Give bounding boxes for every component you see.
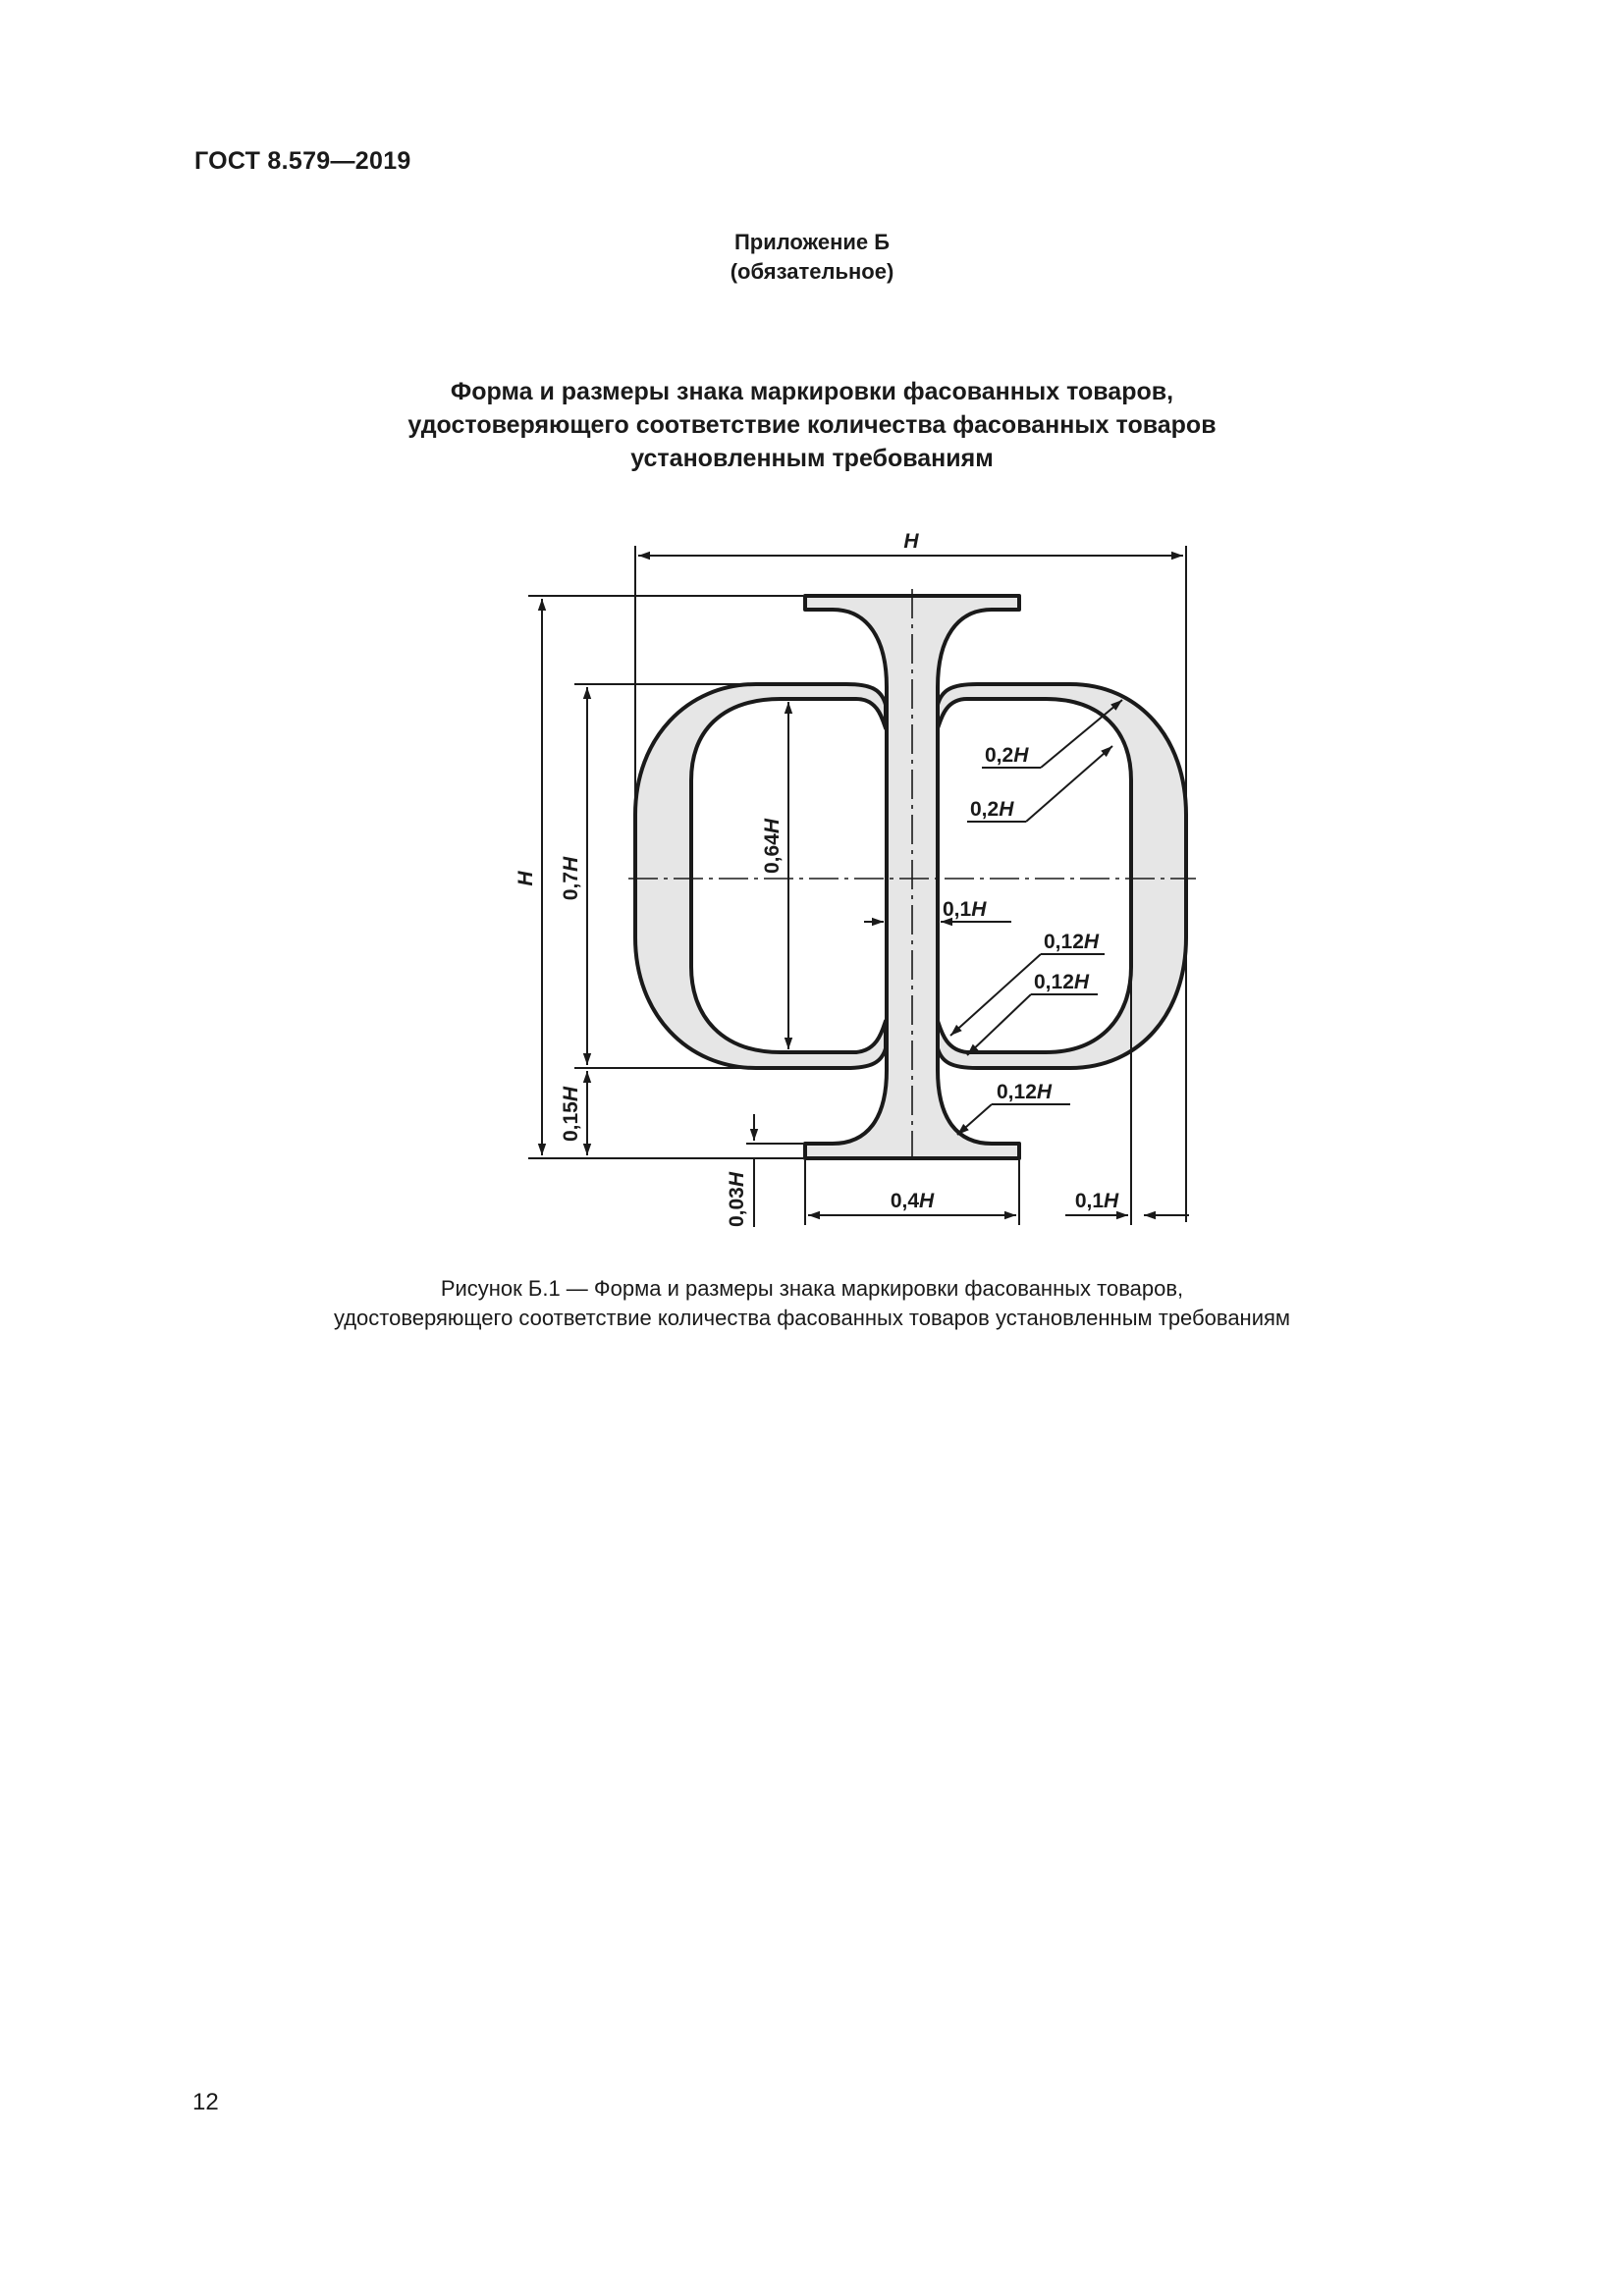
figure-caption: [0, 1274, 1624, 1333]
annex-status: (обязательное): [730, 259, 894, 284]
dim-ring-width-1: 0,2H: [985, 744, 1029, 767]
section-title-line-2: удостоверяющего соответствие количества фасованных товаров: [407, 411, 1217, 439]
dim-height-inner: 0,64H: [761, 818, 784, 875]
dim-side-gap: 0,1H: [1074, 1190, 1119, 1212]
dim-radius-c: 0,12H: [997, 1081, 1053, 1103]
caption-line-1: Рисунок Б.1 — Форма и размеры знака маркировки фасованных товаров,: [440, 1276, 1184, 1301]
caption-line-2: удостоверяющего соответствие количества фасованных товаров установленным требованиям: [333, 1306, 1291, 1330]
dim-ring-width-2: 0,2H: [970, 798, 1014, 821]
section-title-line-3: установленным требованиям: [630, 445, 994, 472]
dim-serif-width: 0,4H: [890, 1190, 935, 1212]
document-code: ГОСТ 8.579—2019: [194, 147, 411, 175]
dim-serif-height: 0,03H: [726, 1171, 748, 1228]
page-number: 12: [192, 2089, 219, 2115]
dim-radius-a: 0,12H: [1044, 931, 1100, 953]
dim-base-height: 0,15H: [560, 1086, 582, 1143]
dim-stem-width: 0,1H: [943, 898, 987, 921]
dim-width-total: H: [903, 530, 919, 553]
dim-height-total: H: [514, 871, 537, 886]
dim-height-ring: 0,7H: [560, 856, 582, 901]
section-title-line-1: Форма и размеры знака маркировки фасованных товаров,: [450, 378, 1174, 405]
dim-radius-b: 0,12H: [1034, 971, 1090, 993]
annex-title: Приложение Б: [733, 230, 891, 254]
